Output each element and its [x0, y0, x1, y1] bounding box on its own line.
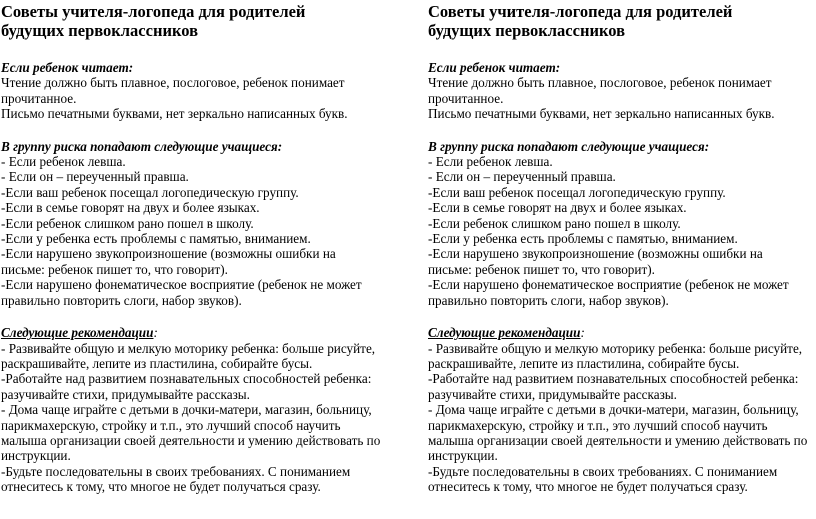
risk-line: -Если нарушено звукопроизношение (возможны ошибки на [1, 246, 336, 262]
risk-line: -Если ребенок слишком рано пошел в школу. [428, 215, 681, 231]
recommendation-line: малыша организации своей деятельности и умению действовать по [1, 432, 381, 448]
recommendations-heading: Следующие рекомендации [428, 325, 581, 341]
recommendation-line: парикмахерскую, стройку и т.п., это лучший способ научить [1, 417, 341, 433]
recommendation-line: отнеситесь к тому, что многое не будет получаться сразу. [428, 479, 748, 495]
recommendation-line: -Будьте последовательны в своих требованиях. С пониманием [428, 463, 778, 479]
title-line-1: Советы учителя-логопеда для родителей [1, 2, 306, 21]
recommendation-line: малыша организации своей деятельности и умению действовать по [428, 432, 808, 448]
risk-heading: В группу риска попадают следующие учащиеся: [1, 138, 283, 154]
risk-line: -Если у ребенка есть проблемы с памятью, вниманием. [1, 231, 311, 247]
risk-section [428, 139, 816, 308]
risk-line: -Если у ребенка есть проблемы с памятью, вниманием. [428, 231, 738, 247]
risk-line: - Если ребенок левша. [1, 154, 126, 170]
recommendations-heading-row [1, 325, 401, 340]
risk-line: -Если ваш ребенок посещал логопедическую группу. [1, 184, 299, 200]
recommendation-line: раскрашивайте, лепите из пластилина, собирайте бусы. [1, 355, 313, 371]
risk-line: - Если ребенок левша. [428, 154, 553, 170]
risk-line: -Если нарушено фонематическое восприятие (ребенок не может [1, 277, 362, 293]
risk-line: -Если нарушено звукопроизношение (возможны ошибки на [428, 246, 763, 262]
reading-section [1, 60, 401, 122]
risk-line: письме: ребенок пишет то, что говорит). [1, 261, 228, 277]
recommendation-line: - Развивайте общую и мелкую моторику ребенка: больше рисуйте, [428, 340, 803, 356]
recommendation-line: раскрашивайте, лепите из пластилина, собирайте бусы. [428, 355, 740, 371]
reading-heading: Если ребенок читает: [428, 60, 561, 75]
risk-section [1, 139, 401, 308]
recommendations-heading-colon: : [580, 325, 585, 341]
reading-line: Письмо печатными буквами, нет зеркально написанных букв. [428, 106, 775, 122]
reading-line: Письмо печатными буквами, нет зеркально написанных букв. [1, 106, 348, 122]
page-title [428, 2, 816, 40]
risk-line: - Если он – переученный правша. [1, 169, 189, 185]
right-column [428, 2, 816, 512]
page-title [1, 2, 401, 40]
recommendations-section [428, 325, 816, 494]
recommendation-line: - Развивайте общую и мелкую моторику ребенка: больше рисуйте, [1, 340, 376, 356]
recommendation-line: -Будьте последовательны в своих требованиях. С пониманием [1, 463, 351, 479]
recommendation-line: отнеситесь к тому, что многое не будет получаться сразу. [1, 479, 321, 495]
recommendations-section [1, 325, 401, 494]
reading-line: Чтение должно быть плавное, послоговое, ребенок понимает [1, 75, 345, 91]
recommendation-line: - Дома чаще играйте с детьми в дочки-матери, магазин, больницу, [428, 402, 799, 418]
risk-line: правильно повторить слоги, набор звуков). [1, 292, 242, 308]
recommendation-line: разучивайте стихи, придумывайте рассказы. [428, 386, 677, 402]
risk-line: -Если ваш ребенок посещал логопедическую группу. [428, 184, 726, 200]
reading-line: прочитанное. [1, 90, 77, 106]
reading-heading: Если ребенок читает: [1, 60, 134, 75]
title-line-2: будущих первоклассников [1, 21, 199, 40]
risk-line: - Если он – переученный правша. [428, 169, 616, 185]
risk-line: письме: ребенок пишет то, что говорит). [428, 261, 655, 277]
recommendation-line: - Дома чаще играйте с детьми в дочки-матери, магазин, больницу, [1, 402, 372, 418]
recommendations-heading-colon: : [153, 325, 158, 341]
recommendation-line: -Работайте над развитием познавательных способностей ребенка: [428, 371, 799, 387]
risk-line: -Если ребенок слишком рано пошел в школу. [1, 215, 254, 231]
reading-line: прочитанное. [428, 90, 504, 106]
recommendation-line: парикмахерскую, стройку и т.п., это лучший способ научить [428, 417, 768, 433]
recommendation-line: инструкции. [1, 448, 71, 464]
recommendation-line: разучивайте стихи, придумывайте рассказы. [1, 386, 250, 402]
recommendations-heading: Следующие рекомендации [1, 325, 154, 341]
risk-line: правильно повторить слоги, набор звуков). [428, 292, 669, 308]
reading-line: Чтение должно быть плавное, послоговое, ребенок понимает [428, 75, 772, 91]
risk-line: -Если в семье говорят на двух и более языках. [428, 200, 687, 216]
risk-heading: В группу риска попадают следующие учащиеся: [428, 138, 710, 154]
recommendation-line: -Работайте над развитием познавательных способностей ребенка: [1, 371, 372, 387]
reading-section [428, 60, 816, 122]
title-line-2: будущих первоклассников [428, 21, 626, 40]
risk-line: -Если в семье говорят на двух и более языках. [1, 200, 260, 216]
title-line-1: Советы учителя-логопеда для родителей [428, 2, 733, 21]
left-column [1, 2, 401, 512]
recommendations-heading-row [428, 325, 816, 340]
recommendation-line: инструкции. [428, 448, 498, 464]
risk-line: -Если нарушено фонематическое восприятие (ребенок не может [428, 277, 789, 293]
